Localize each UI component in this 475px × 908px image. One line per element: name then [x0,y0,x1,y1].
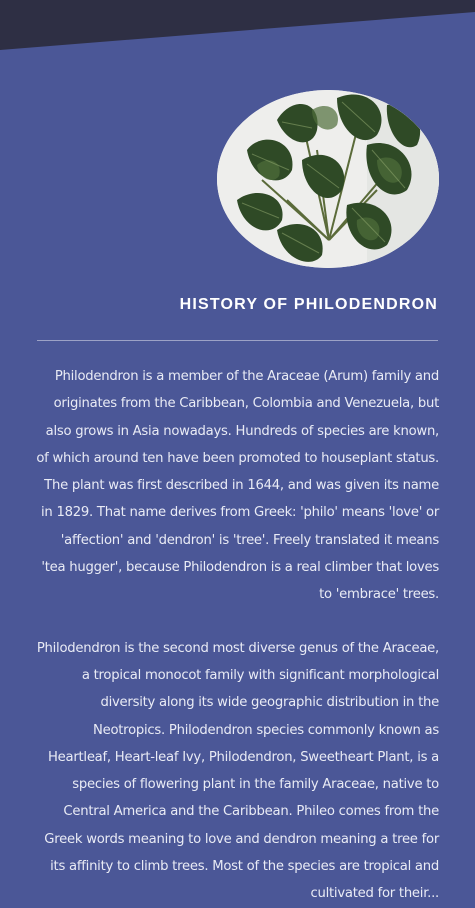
philodendron-illustration [217,90,439,268]
plant-image [217,90,439,268]
top-decorative-band [0,0,475,60]
section-title: HISTORY OF PHILODENDRON [179,296,438,313]
article-paragraph: Philodendron is a member of the Araceae (Arum) family and originates from the Caribbean, Colombia and Venezuela, but also grows in Asia nowadays. Hundreds of species are known, of which around ten have been promoted to houseplant status. The plant was first described in 1644, and was given its name in 1829. That name derives from Greek: 'philo' means 'love' or 'affection' and 'dendron' is 'tree'. Freely translated it means 'tea hugger', because Philodendron is a real climber that loves to 'embrace' trees. [36,369,439,603]
article-body [36,363,439,908]
title-divider [37,340,438,341]
article-paragraph: Philodendron is the second most diverse genus of the Araceae, a tropical monocot family with significant morphological diversity along its wide geographic distribution in the Neotropics. Philodendron species commonly known as Heartleaf, Heart-leaf Ivy, Philodendron, Sweetheart Plant, is a species of flowering plant in the family Araceae, native to Central America and the Caribbean. Phileo comes from the Greek words meaning to love and dendron meaning a tree for its affinity to climb trees. Most of the species are tropical and cultivated for their... [36,640,439,902]
